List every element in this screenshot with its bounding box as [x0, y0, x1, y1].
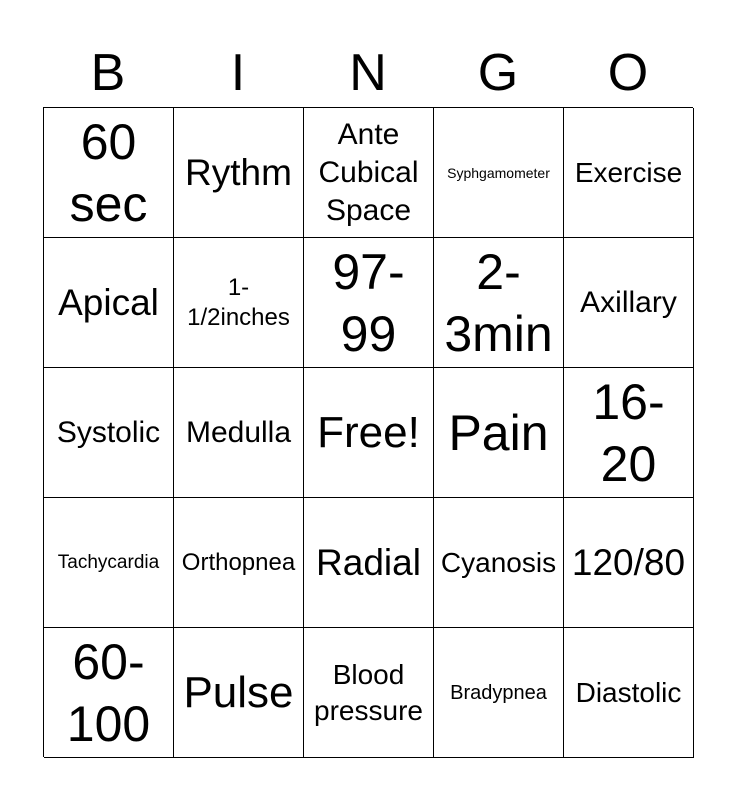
header-letter-b: B — [90, 44, 126, 102]
bingo-cell[interactable] — [434, 368, 564, 498]
cell-text: Diastolic — [575, 676, 682, 708]
cell-text: Rythm — [185, 151, 292, 193]
cell-text: Tachycardia — [57, 551, 160, 573]
cell-text: 2- 3min — [444, 243, 553, 362]
cell-text: Medulla — [185, 415, 292, 449]
cell-text: Bradypnea — [450, 681, 547, 704]
bingo-cell[interactable] — [304, 498, 434, 628]
cell-text: 120/80 — [571, 541, 686, 583]
bingo-cell[interactable] — [564, 498, 694, 628]
cell-text: Pulse — [183, 667, 294, 717]
bingo-cell[interactable] — [44, 368, 174, 498]
bingo-cell[interactable] — [304, 368, 434, 498]
cell-text: Ante Cubical Space — [318, 117, 419, 227]
bingo-cell[interactable] — [564, 368, 694, 498]
cell-text: Pain — [448, 404, 549, 461]
header-letter-i: I — [230, 44, 246, 102]
bingo-cell[interactable] — [434, 108, 564, 238]
bingo-cell[interactable] — [434, 628, 564, 758]
cell-text: 1- 1/2inches — [187, 273, 290, 331]
bingo-cell[interactable] — [174, 238, 304, 368]
bingo-cell[interactable] — [304, 108, 434, 238]
bingo-cell[interactable] — [564, 628, 694, 758]
bingo-header — [43, 38, 693, 108]
cell-text: Syphgamometer — [447, 164, 550, 181]
bingo-cell[interactable] — [564, 238, 694, 368]
bingo-cell[interactable] — [564, 108, 694, 238]
cell-text: Apical — [58, 281, 159, 323]
bingo-cell[interactable] — [44, 108, 174, 238]
cell-text: 16- 20 — [592, 373, 665, 492]
cell-text: 60- 100 — [66, 633, 151, 752]
bingo-cell[interactable] — [44, 498, 174, 628]
bingo-cell[interactable] — [434, 238, 564, 368]
cell-text: 97- 99 — [332, 243, 405, 362]
bingo-cell[interactable] — [304, 238, 434, 368]
bingo-cell[interactable] — [304, 628, 434, 758]
header-letter-n: N — [349, 44, 387, 102]
cell-text: Radial — [316, 541, 421, 583]
cell-text: Axillary — [580, 285, 677, 319]
cell-text: Blood pressure — [314, 658, 423, 726]
bingo-cell[interactable] — [44, 628, 174, 758]
bingo-cell[interactable] — [434, 498, 564, 628]
cell-text: Cyanosis — [440, 546, 557, 578]
cell-text: Exercise — [574, 156, 683, 188]
bingo-cell[interactable] — [174, 498, 304, 628]
bingo-cell[interactable] — [174, 108, 304, 238]
bingo-cell[interactable] — [174, 368, 304, 498]
cell-text: Orthopnea — [181, 548, 296, 576]
bingo-cell[interactable] — [174, 628, 304, 758]
cell-text: Free! — [317, 407, 420, 457]
cell-text: Systolic — [56, 415, 161, 449]
bingo-board — [43, 107, 693, 757]
cell-text: 60 sec — [69, 113, 148, 232]
header-letter-g: G — [477, 44, 519, 102]
bingo-cell[interactable] — [44, 238, 174, 368]
header-letter-o: O — [607, 44, 649, 102]
